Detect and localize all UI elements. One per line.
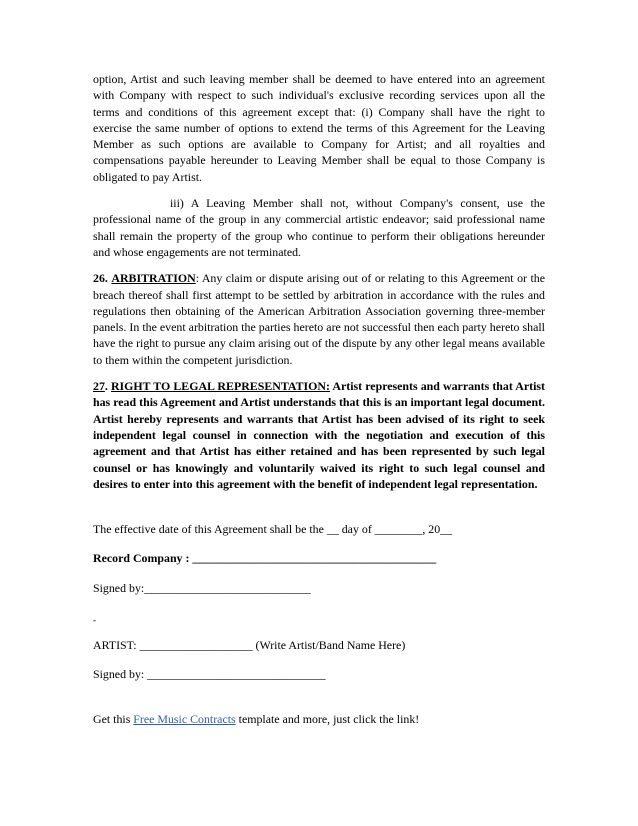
- free-music-contracts-link[interactable]: Free Music Contracts: [133, 711, 236, 726]
- legal-text: Artist represents and warrants that Artist has read this Agreement and Artist understands that this is an important legal document. Artist hereby represents and warrants that Artist has been advised of its right to seek independent legal counsel in connection with the negotiation and execution of this agreement and that Artist has either retained and has been represented by such legal counsel or has knowingly and voluntarily waived its right to such legal counsel and desires to enter into this agreement with the benefit of independent legal representation.: [93, 379, 545, 491]
- separator-dash: -: [93, 615, 96, 626]
- arbitration-heading: ARBITRATION: [111, 271, 196, 286]
- document-body: [93, 71, 545, 727]
- footer-line: [93, 711, 545, 727]
- legal-number: 27: [93, 379, 105, 394]
- arbitration-number: 26.: [93, 271, 108, 286]
- legal-representation-section: [93, 378, 545, 492]
- arbitration-text: : Any claim or dispute arising out of or relating to this Agreement or the breach thereof shall first attempt to be settled by arbitration in accordance with the rules and regulations then obtaining of the American Arbitration Association governing three-member panels. In the event arbitration the parties hereto are not successful then each party hereto shall have the right to pursue any claim arising out of the dispute by any other legal means available to them within the competent jurisdiction.: [93, 271, 545, 367]
- legal-dot: .: [104, 379, 111, 394]
- option-paragraph: option, Artist and such leaving member shall be deemed to have entered into an agreement with Company with respect to such individual's exclusive recording services upon all the terms and conditions of this agreement except that: (i) Company shall have the right to exercise the same number of options to extend the terms of this Agreement for the Leaving Member as such options are available to Company for Artist; and all royalties and compensations payable hereunder to Leaving Member shall be equal to those Company is obligated to pay Artist.: [93, 72, 545, 184]
- artist-signature-line: Signed by: ______________________________: [93, 667, 326, 682]
- footer-prefix: Get this: [93, 711, 134, 726]
- footer-suffix: template and more, just click the link!: [235, 711, 420, 726]
- legal-heading: RIGHT TO LEGAL REPRESENTATION:: [110, 379, 330, 394]
- company-signature-line: Signed by:____________________________: [93, 580, 311, 595]
- effective-date-line: The effective date of this Agreement shall be the __ day of ________, 20__: [93, 522, 453, 537]
- artist-line: ARTIST: ___________________ (Write Artist/Band Name Here): [93, 638, 406, 653]
- record-company-line: Record Company : _________________________________________: [93, 551, 437, 566]
- leaving-member-clause-iii: iii) A Leaving Member shall not, without Company's consent, use the professional name of the group in any commercial artistic endeavor; said professional name shall remain the property of the group who continue to perform their obligations hereunder and whose engagements are not terminated.: [93, 196, 545, 259]
- arbitration-section: [93, 270, 545, 368]
